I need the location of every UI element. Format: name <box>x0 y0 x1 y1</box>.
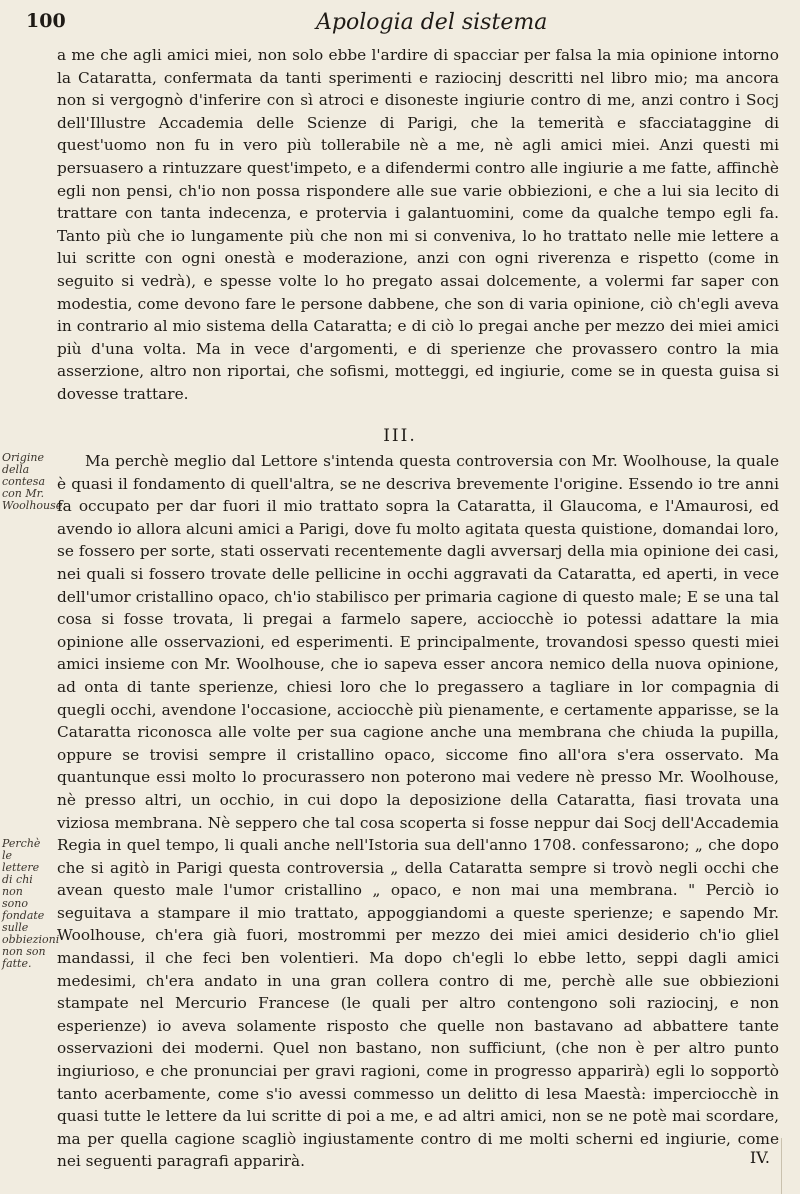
page-edge <box>781 1138 800 1194</box>
margin-note-letters: Perchè le lettere di chi non sono fondate sulle obbiezioni non son fatte. <box>2 837 60 970</box>
text-block-section-iii <box>57 450 779 1173</box>
margin-note-origin: Origine della contesa con Mr. Woolhouse. <box>2 451 66 512</box>
catchword: IV. <box>749 1148 770 1167</box>
page-header <box>26 6 766 38</box>
text-block-top <box>57 44 779 406</box>
section-heading: III. <box>383 426 417 446</box>
running-title: Apologia del sistema <box>316 10 548 35</box>
paragraph-section-iii: Ma perchè meglio dal Lettore s'intenda questa controversia con Mr. Woolhouse, la quale è quasi il fondamento di quell'altra, se ne descriva brevemente l'origine. Essendo io tre anni fa occupato per dar fuori il mio trattato sopra la Cataratta, il Glaucoma, e l'Amaurosi, ed avendo io allora alcuni amici a Parigi, dove fu molto agitata questa quistione, domandai loro, se fossero per sorte, stati osservati recentemente dagli avversarj della mia opinione dei casi, nei quali si fossero trovate delle pellicine in occhi aggravati da Cataratta, ed aperti, in vece dell'umor cristallino opaco, ch'io stabilisco per primaria cagione di questo male; E se una tal cosa si fosse trovata, li pregai a farmelo sapere, acciocchè io potessi adattare la mia opinione alle osservazioni, ed esperimenti. E principalmente, trovandosi spesso questi miei amici insieme con Mr. Woolhouse, che io sapeva esser ancora nemico della nuova opinione, ad onta di tante sperienze, chiesi loro che lo pregassero a tagliare in lor compagnia di quegli occhi, avendone l'occasione, acciocchè più pienamente, e certamente apparisse, se la Cataratta riconosca alle volte per sua cagione anche una membrana che chiuda la pupilla, oppure se trovisi sempre il cristallino opaco, siccome fino all'ora s'era osservato. Ma quantunque essi molto lo procurassero non poterono mai vedere nè presso Mr. Woolhouse, nè presso altri, un occhio, in cui dopo la deposizione della Cataratta, fiasi trovata una viziosa membrana. Nè seppero che tal cosa scoperta si fosse neppur dai Socj dell'Accademia Regia in quel tempo, li quali anche nell'Istoria sua dell'anno 1708. confessarono; „ che dopo che si agitò in Parigi questa controversia „ della Cataratta sempre si trovò negli occhi che avean questo male l'umor cristallino „ opaco, e non mai una membrana. " Perciò io seguitava a stampare il mio trattato, appoggiandomi a queste sperienze; e sapendo Mr. Woolhouse, ch'era già fuori, mostrommi per mezzo dei miei amici desiderio ch'io gliel mandassi, il che feci ben volentieri. Ma dopo ch'egli lo ebbe letto, seppi dagli amici medesimi, ch'era andato in una gran collera contro di me, perchè alle sue obbiezioni stampate nel Mercurio Francese (le quali per altro contengono soli raziocinj, e non esperienze) io aveva solamente risposto che quelle non bastavano ad abbattere tante osservazioni dei moderni. Quel non bastano, non sufficiunt, (che non è per altro punto ingiurioso, e che pronunciai per gravi ragioni, come in progresso apparirà) egli lo sopportò tanto acerbamente, come s'io avessi commesso un delitto di lesa Maestà: imperciocchè in quasi tutte le lettere da lui scritte di poi a me, e ad altri amici, non se ne potè mai scordare, ma per quella cagione scagliò ingiustamente contro di me molti scherni ed ingiurie, come nei seguenti paragrafi apparirà. <box>57 452 779 1171</box>
paragraph-continuation: a me che agli amici miei, non solo ebbe l'ardire di spacciar per falsa la mia opinione intorno la Cataratta, confermata da tanti sperimenti e raziocinj descritti nel libro mio; ma ancora non si vergognò d'inferire con sì atroci e disoneste ingiurie contro di me, anzi contro i Socj dell'Illustre Accademia delle Scienze di Parigi, che la temerità e sfacciataggine di quest'uomo non fu in vero più tollerabile nè a me, nè agli amici miei. Anzi questi mi persuasero a rintuzzare quest'impeto, e a difendermi contro alle ingiurie a me fatte, affinchè egli non pensi, ch'io non possa rispondere alle sue varie obbiezioni, e che a lui sia lecito di trattare con tanta indecenza, e protervia i galantuomini, come da qualche tempo egli fa. Tanto più che io lungamente più che non mi si conveniva, lo ho trattato nelle mie lettere a lui scritte con ogni onestà e moderazione, anzi con ogni riverenza e rispetto (come in seguito si vedrà), e spesse volte lo ho pregato assai dolcemente, a volermi far saper con modestia, come devono fare le persone dabbene, che son di varia opinione, ciò ch'egli aveva in contrario al mio sistema della Cataratta; e di ciò lo pregai anche per mezzo dei miei amici più d'una volta. Ma in vece d'argomenti, e di sperienze che provassero contro la mia asserzione, altro non riportai, che sofismi, motteggi, ed ingiurie, come se in questa guisa si dovesse trattare. <box>57 46 779 403</box>
page-number: 100 <box>26 10 66 32</box>
